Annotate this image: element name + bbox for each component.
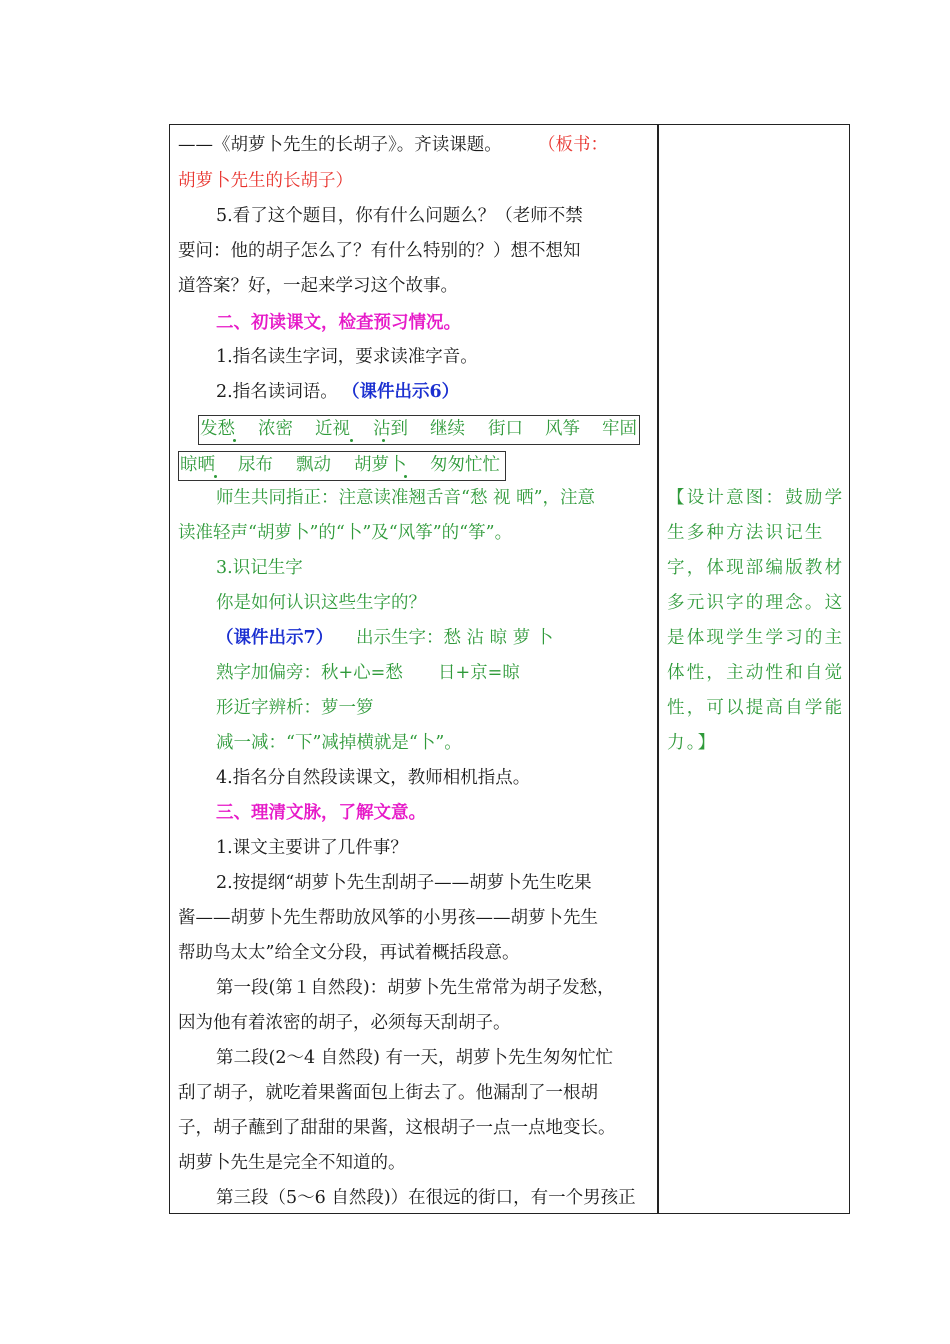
vocab-word: 发愁 <box>200 419 235 439</box>
vocab-word: 匆匆忙忙 <box>430 455 500 475</box>
design-intent-line: 是体现学生学习的主 <box>667 628 845 648</box>
vocab-word: 尿布 <box>238 455 273 475</box>
text-line: 子，胡子蘸到了甜甜的果酱，这根胡子一点一点地变长。 <box>178 1118 616 1138</box>
text-line: 1.课文主要讲了几件事？ <box>216 838 408 858</box>
courseware-note: （课件出示6） <box>342 382 460 402</box>
text-line: 2.指名读词语。 <box>216 382 338 402</box>
design-intent-line: 力。】 <box>667 733 718 753</box>
design-intent-line: 【设计意图：鼓励学 <box>667 488 845 508</box>
emphasis-dot <box>404 475 407 478</box>
design-intent-line: 生多种方法识记生 <box>667 523 825 543</box>
vocab-word: 牢固 <box>602 419 637 439</box>
vocab-word: 晾晒 <box>180 455 215 475</box>
text-line: 读准轻声“胡萝卜”的“卜”及“风筝”的“筝”。 <box>178 523 513 543</box>
text-line: 第三段（5～6 自然段)）在很远的街口，有一个男孩正 <box>216 1188 636 1208</box>
design-intent-line: 性，可以提高自学能 <box>667 698 845 718</box>
text-line: 出示生字：愁 沾 晾 萝 卜 <box>356 628 554 648</box>
text-line: 帮助鸟太太”给全文分段，再试着概括段意。 <box>178 943 520 963</box>
text-line: 要问：他的胡子怎么了？有什么特别的？）想不想知 <box>178 241 581 261</box>
text-line: 师生共同指正：注意读准翘舌音“愁 视 晒”，注意 <box>216 488 596 508</box>
vocab-word: 街口 <box>488 419 523 439</box>
emphasis-dot <box>382 439 385 442</box>
vocab-word: 继续 <box>430 419 465 439</box>
text-line: 1.指名读生字词，要求读准字音。 <box>216 347 478 367</box>
courseware-note: （课件出示7） <box>216 628 334 648</box>
text-line: 第一段(第１自然段)：胡萝卜先生常常为胡子发愁， <box>216 978 615 998</box>
vocab-word: 飘动 <box>296 455 331 475</box>
lesson-content-column <box>170 125 657 1213</box>
text-line: 酱——胡萝卜先生帮助放风筝的小男孩——胡萝卜先生 <box>178 908 598 928</box>
text-line: 5.看了这个题目，你有什么问题么？（老师不禁 <box>216 206 583 226</box>
board-note: 胡萝卜先生的长胡子） <box>178 171 353 191</box>
emphasis-dot <box>233 439 236 442</box>
vocab-word: 沾到 <box>373 419 408 439</box>
text-line: 你是如何认识这些生字的？ <box>216 593 426 613</box>
text-line: 3.识记生字 <box>216 558 303 578</box>
lesson-table <box>169 124 850 1214</box>
vocab-word: 风筝 <box>545 419 580 439</box>
board-note: （板书： <box>538 135 608 155</box>
design-intent-line: 体性，主动性和自觉 <box>667 663 845 683</box>
text-line: 因为他有着浓密的胡子，必须每天刮胡子。 <box>178 1013 511 1033</box>
text-line: 胡萝卜先生是完全不知道的。 <box>178 1153 406 1173</box>
section-heading: 三、理清文脉，了解文意。 <box>216 803 426 823</box>
design-intent-column <box>659 125 849 1213</box>
text-line: 形近字辨析：萝一箩 <box>216 698 374 718</box>
text-line: 减一减：“下”减掉横就是“卜”。 <box>216 733 462 753</box>
text-line: 4.指名分自然段读课文，教师相机指点。 <box>216 768 531 788</box>
text-line: 熟字加偏旁：秋+心=愁 <box>216 663 403 683</box>
design-intent-line: 多元识字的理念。这 <box>667 593 845 613</box>
emphasis-dot <box>350 439 353 442</box>
vocab-word: 胡萝卜 <box>354 455 407 475</box>
text-line: 日+京=晾 <box>438 663 520 683</box>
text-line: ——《胡萝卜先生的长胡子》。齐读课题。 <box>178 135 502 155</box>
design-intent-line: 字，体现部编版教材 <box>667 558 845 578</box>
emphasis-dot <box>214 475 217 478</box>
vocab-word: 近视 <box>315 419 350 439</box>
text-line: 道答案？好，一起来学习这个故事。 <box>178 276 458 296</box>
text-line: 第二段(2～4 自然段) 有一天，胡萝卜先生匆匆忙忙 <box>216 1048 614 1068</box>
vocab-word: 浓密 <box>258 419 293 439</box>
section-heading: 二、初读课文，检查预习情况。 <box>216 313 461 333</box>
text-line: 2.按提纲“胡萝卜先生刮胡子——胡萝卜先生吃果 <box>216 873 592 893</box>
text-line: 刮了胡子，就吃着果酱面包上街去了。他漏刮了一根胡 <box>178 1083 598 1103</box>
